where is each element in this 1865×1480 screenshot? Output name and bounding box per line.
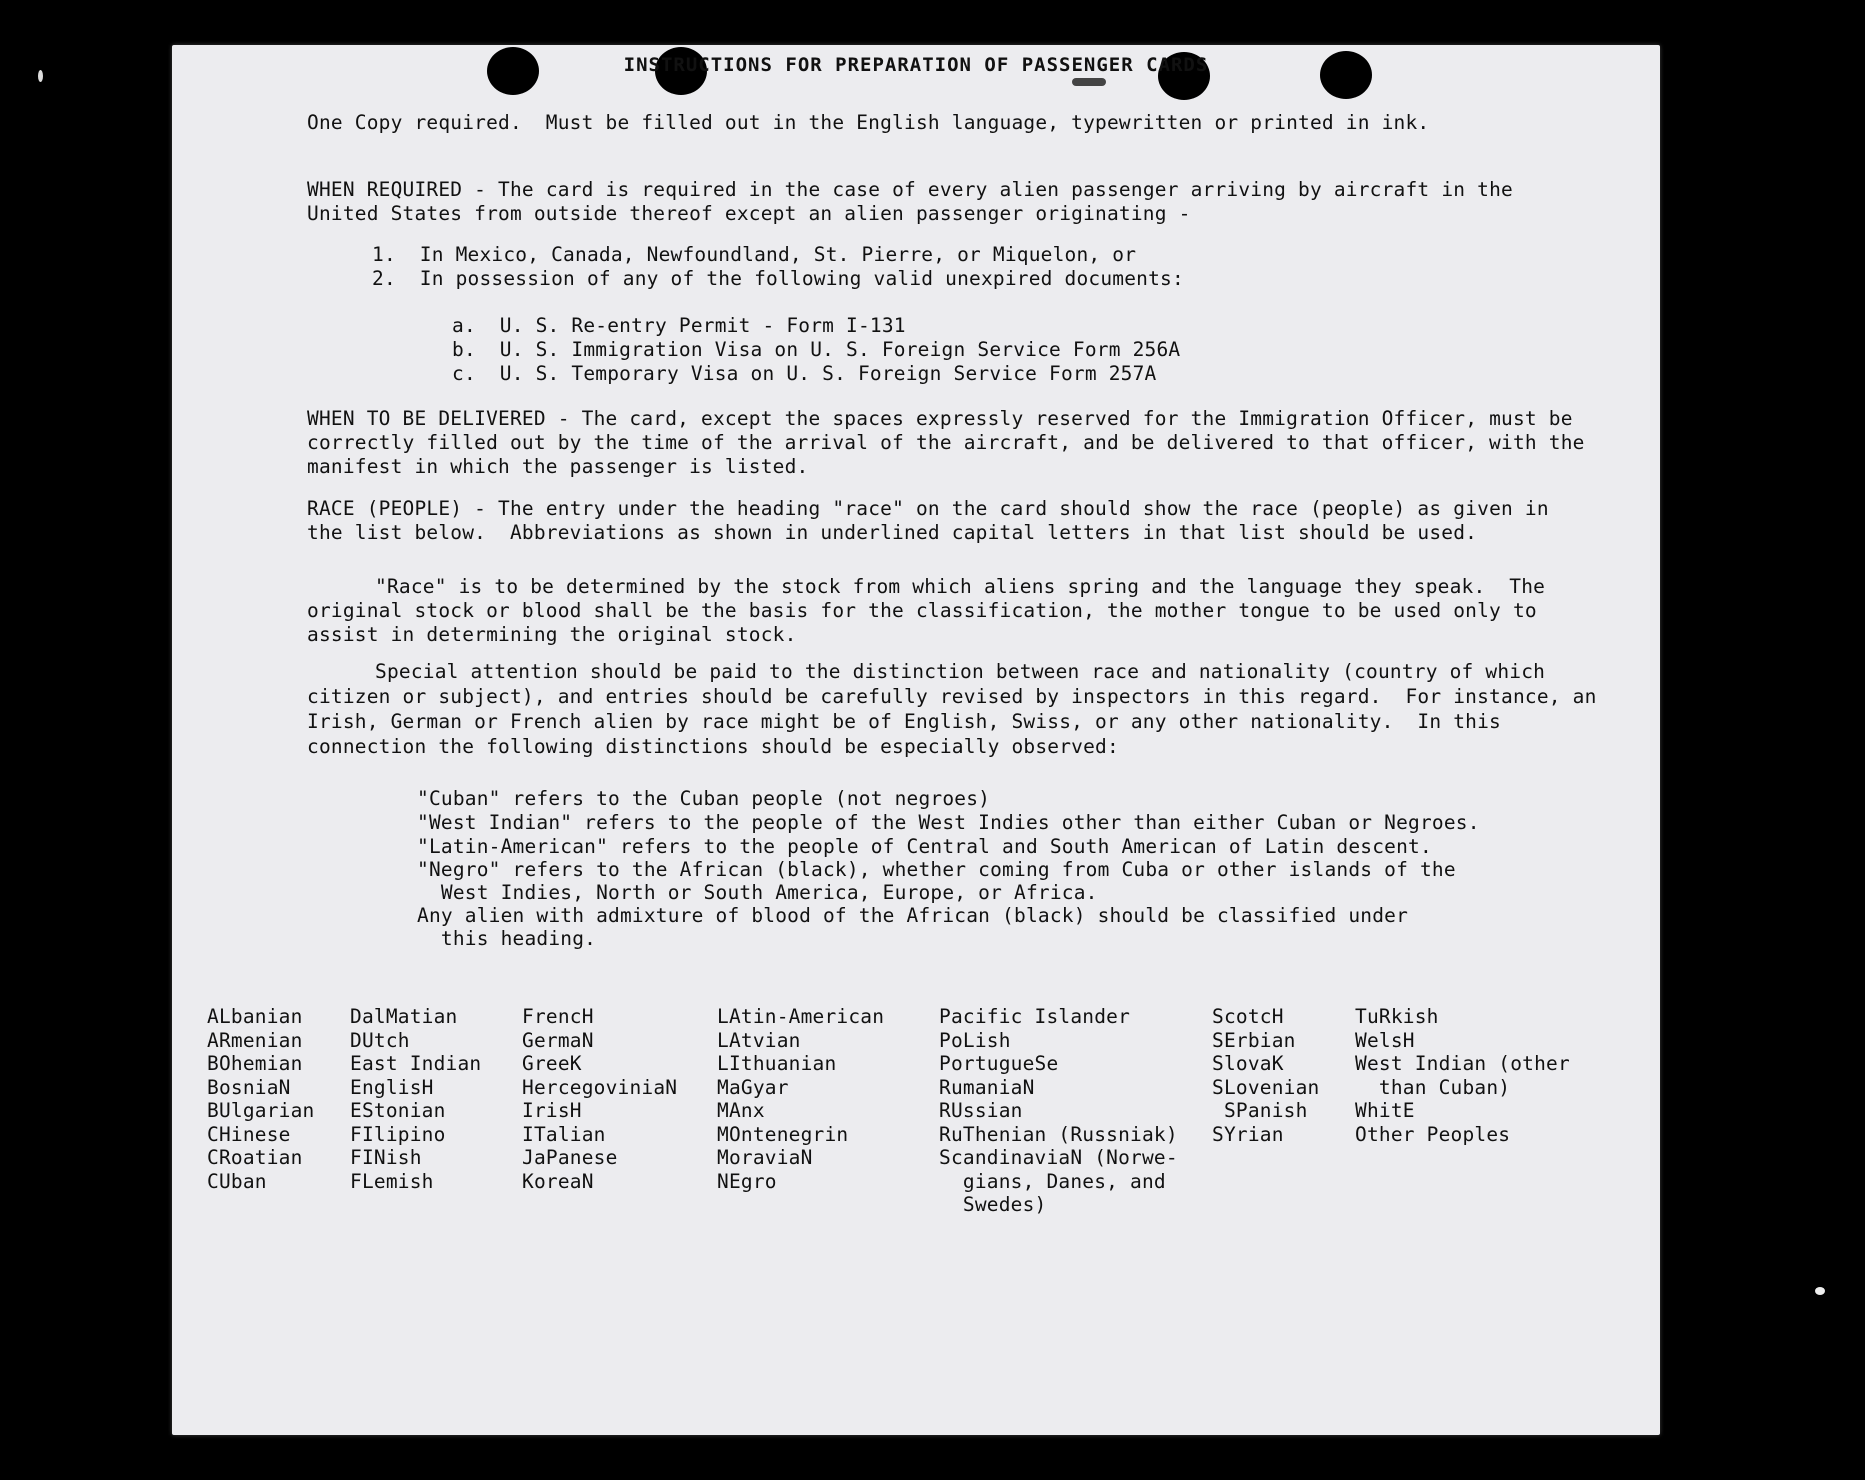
document-subitem-c (452, 362, 1156, 386)
race-list-item: FINish (350, 1146, 422, 1169)
subitem-text: U. S. Immigration Visa on U. S. Foreign Service Form 256A (499, 338, 1181, 361)
race-list-item: PortugueSe (939, 1052, 1059, 1075)
race-list-item: SErbian (1212, 1028, 1296, 1052)
race-label: RACE (PEOPLE) (307, 497, 463, 520)
distinction-line: this heading. (417, 927, 597, 950)
race-list-item: BUlgarian (207, 1099, 315, 1122)
race-list-item: than Cuban) (1355, 1075, 1511, 1099)
distinction-line: "Cuban" refers to the Cuban people (not negroes) (417, 787, 991, 810)
race-list-item: ARmenian (207, 1028, 303, 1052)
intro-paragraph: One Copy required. Must be filled out in the English language, typewritten or printed in ink. (307, 111, 1430, 134)
race-list-item: Swedes) (939, 1193, 1047, 1216)
race-list-item: West Indian (other (1355, 1052, 1570, 1075)
when-delivered-paragraph (307, 407, 1597, 479)
race-text: - The entry under the heading "race" on the card should show the race (people) as given in the list below. Abbreviations as shown in underlined capital letters in that list should be used. (307, 497, 1561, 544)
race-list-item: FLemish (350, 1169, 434, 1193)
race-list-column-3 (522, 1005, 677, 1193)
subitem-text: U. S. Temporary Visa on U. S. Foreign Service Form 257A (499, 362, 1157, 385)
race-list-item: RumaniaN (939, 1075, 1035, 1099)
race-list-item: MAnx (717, 1099, 765, 1122)
distinction-line: "Negro" refers to the African (black), whether coming from Cuba or other islands of the (417, 858, 1456, 881)
race-list-item: WhitE (1355, 1099, 1415, 1122)
race-list-item: EnglisH (350, 1075, 434, 1099)
race-list-item: LAtvian (717, 1028, 801, 1052)
race-list-item: GermaN (522, 1028, 594, 1052)
document-page (172, 45, 1660, 1435)
race-list-item: ScandinaviaN (Norwe- (939, 1146, 1178, 1169)
when-required-text: - The card is required in the case of every alien passenger arriving by aircraft in the United States from outside thereof except an alien passenger originating - (307, 178, 1525, 225)
race-list-item: MaGyar (717, 1075, 789, 1099)
subitem-letter: c. (452, 362, 476, 385)
item-number: 2. (372, 267, 396, 290)
distinction-line: "Latin-American" refers to the people of Central and South American of Latin descent. (417, 835, 1432, 858)
race-list-item: ScotcH (1212, 1005, 1284, 1028)
race-list-column-1 (207, 1005, 314, 1193)
scan-speck (1815, 1287, 1825, 1295)
race-list-item: HercegoviniaN (522, 1075, 678, 1099)
race-list-item: RuThenian (Russniak) (939, 1122, 1178, 1146)
distinction-line: "West Indian" refers to the people of the West Indies other than either Cuban or Negroes. (417, 811, 1480, 834)
when-delivered-label: WHEN TO BE DELIVERED (307, 407, 546, 430)
race-nationality-paragraph: Special attention should be paid to the distinction between race and nationality (country of which citizen or subject), and entries should be carefully revised by inspectors in this regard. For instance, an Irish, German or French alien by race might be of English, Swiss, or any other nationality. In this connection the following distinctions should be especially observed: (307, 660, 1609, 758)
document-subitem-a (452, 314, 906, 338)
subitem-letter: a. (452, 314, 476, 337)
scan-speck (38, 70, 43, 82)
document-text (172, 45, 1660, 1435)
when-delivered-text: - The card, except the spaces expressly reserved for the Immigration Officer, must be correctly filled out by the time of the arrival of the aircraft, and be delivered to that officer, with the manifest in which the passenger is listed. (307, 407, 1597, 478)
distinction-line: Any alien with admixture of blood of the African (black) should be classified under (417, 904, 1409, 927)
race-list-item: ALbanian (207, 1005, 303, 1028)
when-required-paragraph (307, 178, 1547, 226)
race-list-item: gians, Danes, and (939, 1169, 1166, 1193)
race-list-item: Pacific Islander (939, 1005, 1131, 1028)
race-list-item: DUtch (350, 1028, 410, 1052)
race-list-item: BOhemian (207, 1052, 303, 1075)
race-list-item: PoLish (939, 1028, 1011, 1052)
race-list-item: SLovenian (1212, 1075, 1320, 1099)
race-list-column-2 (350, 1005, 481, 1193)
race-list-item: RUssian (939, 1099, 1023, 1122)
race-list-item: GreeK (522, 1052, 582, 1075)
race-paragraph (307, 497, 1561, 545)
race-list-column-6 (1212, 1005, 1319, 1146)
race-list-item: East Indian (350, 1052, 482, 1075)
race-list-item: JaPanese (522, 1146, 618, 1169)
race-list-column-5 (939, 1005, 1178, 1217)
race-definition-paragraph: "Race" is to be determined by the stock from which aliens spring and the language they speak. The original stock or blood shall be the basis for the classification, the mother tongue to be used only to assist in determining the original stock. (307, 575, 1558, 646)
document-subitem-b (452, 338, 1180, 362)
condition-item-2 (372, 267, 1184, 291)
race-list-item: KoreaN (522, 1169, 594, 1193)
race-list-item: TuRkish (1355, 1005, 1439, 1028)
race-list-item: WelsH (1355, 1028, 1415, 1052)
item-number: 1. (372, 243, 396, 266)
document-title: INSTRUCTIONS FOR PREPARATION OF PASSENGER CARDS (623, 54, 1209, 76)
race-list-item: CHinese (207, 1122, 291, 1146)
when-required-label: WHEN REQUIRED (307, 178, 463, 201)
item-text: In possession of any of the following valid unexpired documents: (419, 267, 1184, 290)
race-list-item: LAtin-American (717, 1005, 885, 1028)
race-list-item: CRoatian (207, 1146, 303, 1169)
race-list-item: Other Peoples (1355, 1122, 1511, 1146)
race-list-column-4 (717, 1005, 884, 1193)
race-list-item: MoraviaN (717, 1146, 813, 1169)
condition-item-1 (372, 243, 1136, 267)
item-text: In Mexico, Canada, Newfoundland, St. Pierre, or Miquelon, or (419, 243, 1137, 266)
race-list-item: EStonian (350, 1099, 446, 1122)
subitem-text: U. S. Re-entry Permit - Form I-131 (499, 314, 906, 337)
race-list-item: CUban (207, 1169, 267, 1193)
race-list-item: BosniaN (207, 1075, 291, 1099)
race-list-item: MOntenegrin (717, 1122, 849, 1146)
race-list-item: FIlipino (350, 1122, 446, 1146)
race-list-item: SPanish (1212, 1099, 1308, 1122)
race-list-item: LIthuanian (717, 1052, 837, 1075)
race-list-item: NEgro (717, 1169, 777, 1193)
race-list-item: FrencH (522, 1005, 594, 1028)
race-list-item: IrisH (522, 1099, 582, 1122)
race-list-item: SYrian (1212, 1122, 1284, 1146)
race-list-item: DalMatian (350, 1005, 458, 1028)
distinction-line: West Indies, North or South America, Europe, or Africa. (417, 881, 1098, 904)
race-list-item: SlovaK (1212, 1052, 1284, 1075)
subitem-letter: b. (452, 338, 476, 361)
race-list-item: ITalian (522, 1122, 606, 1146)
race-list-column-7 (1355, 1005, 1570, 1146)
